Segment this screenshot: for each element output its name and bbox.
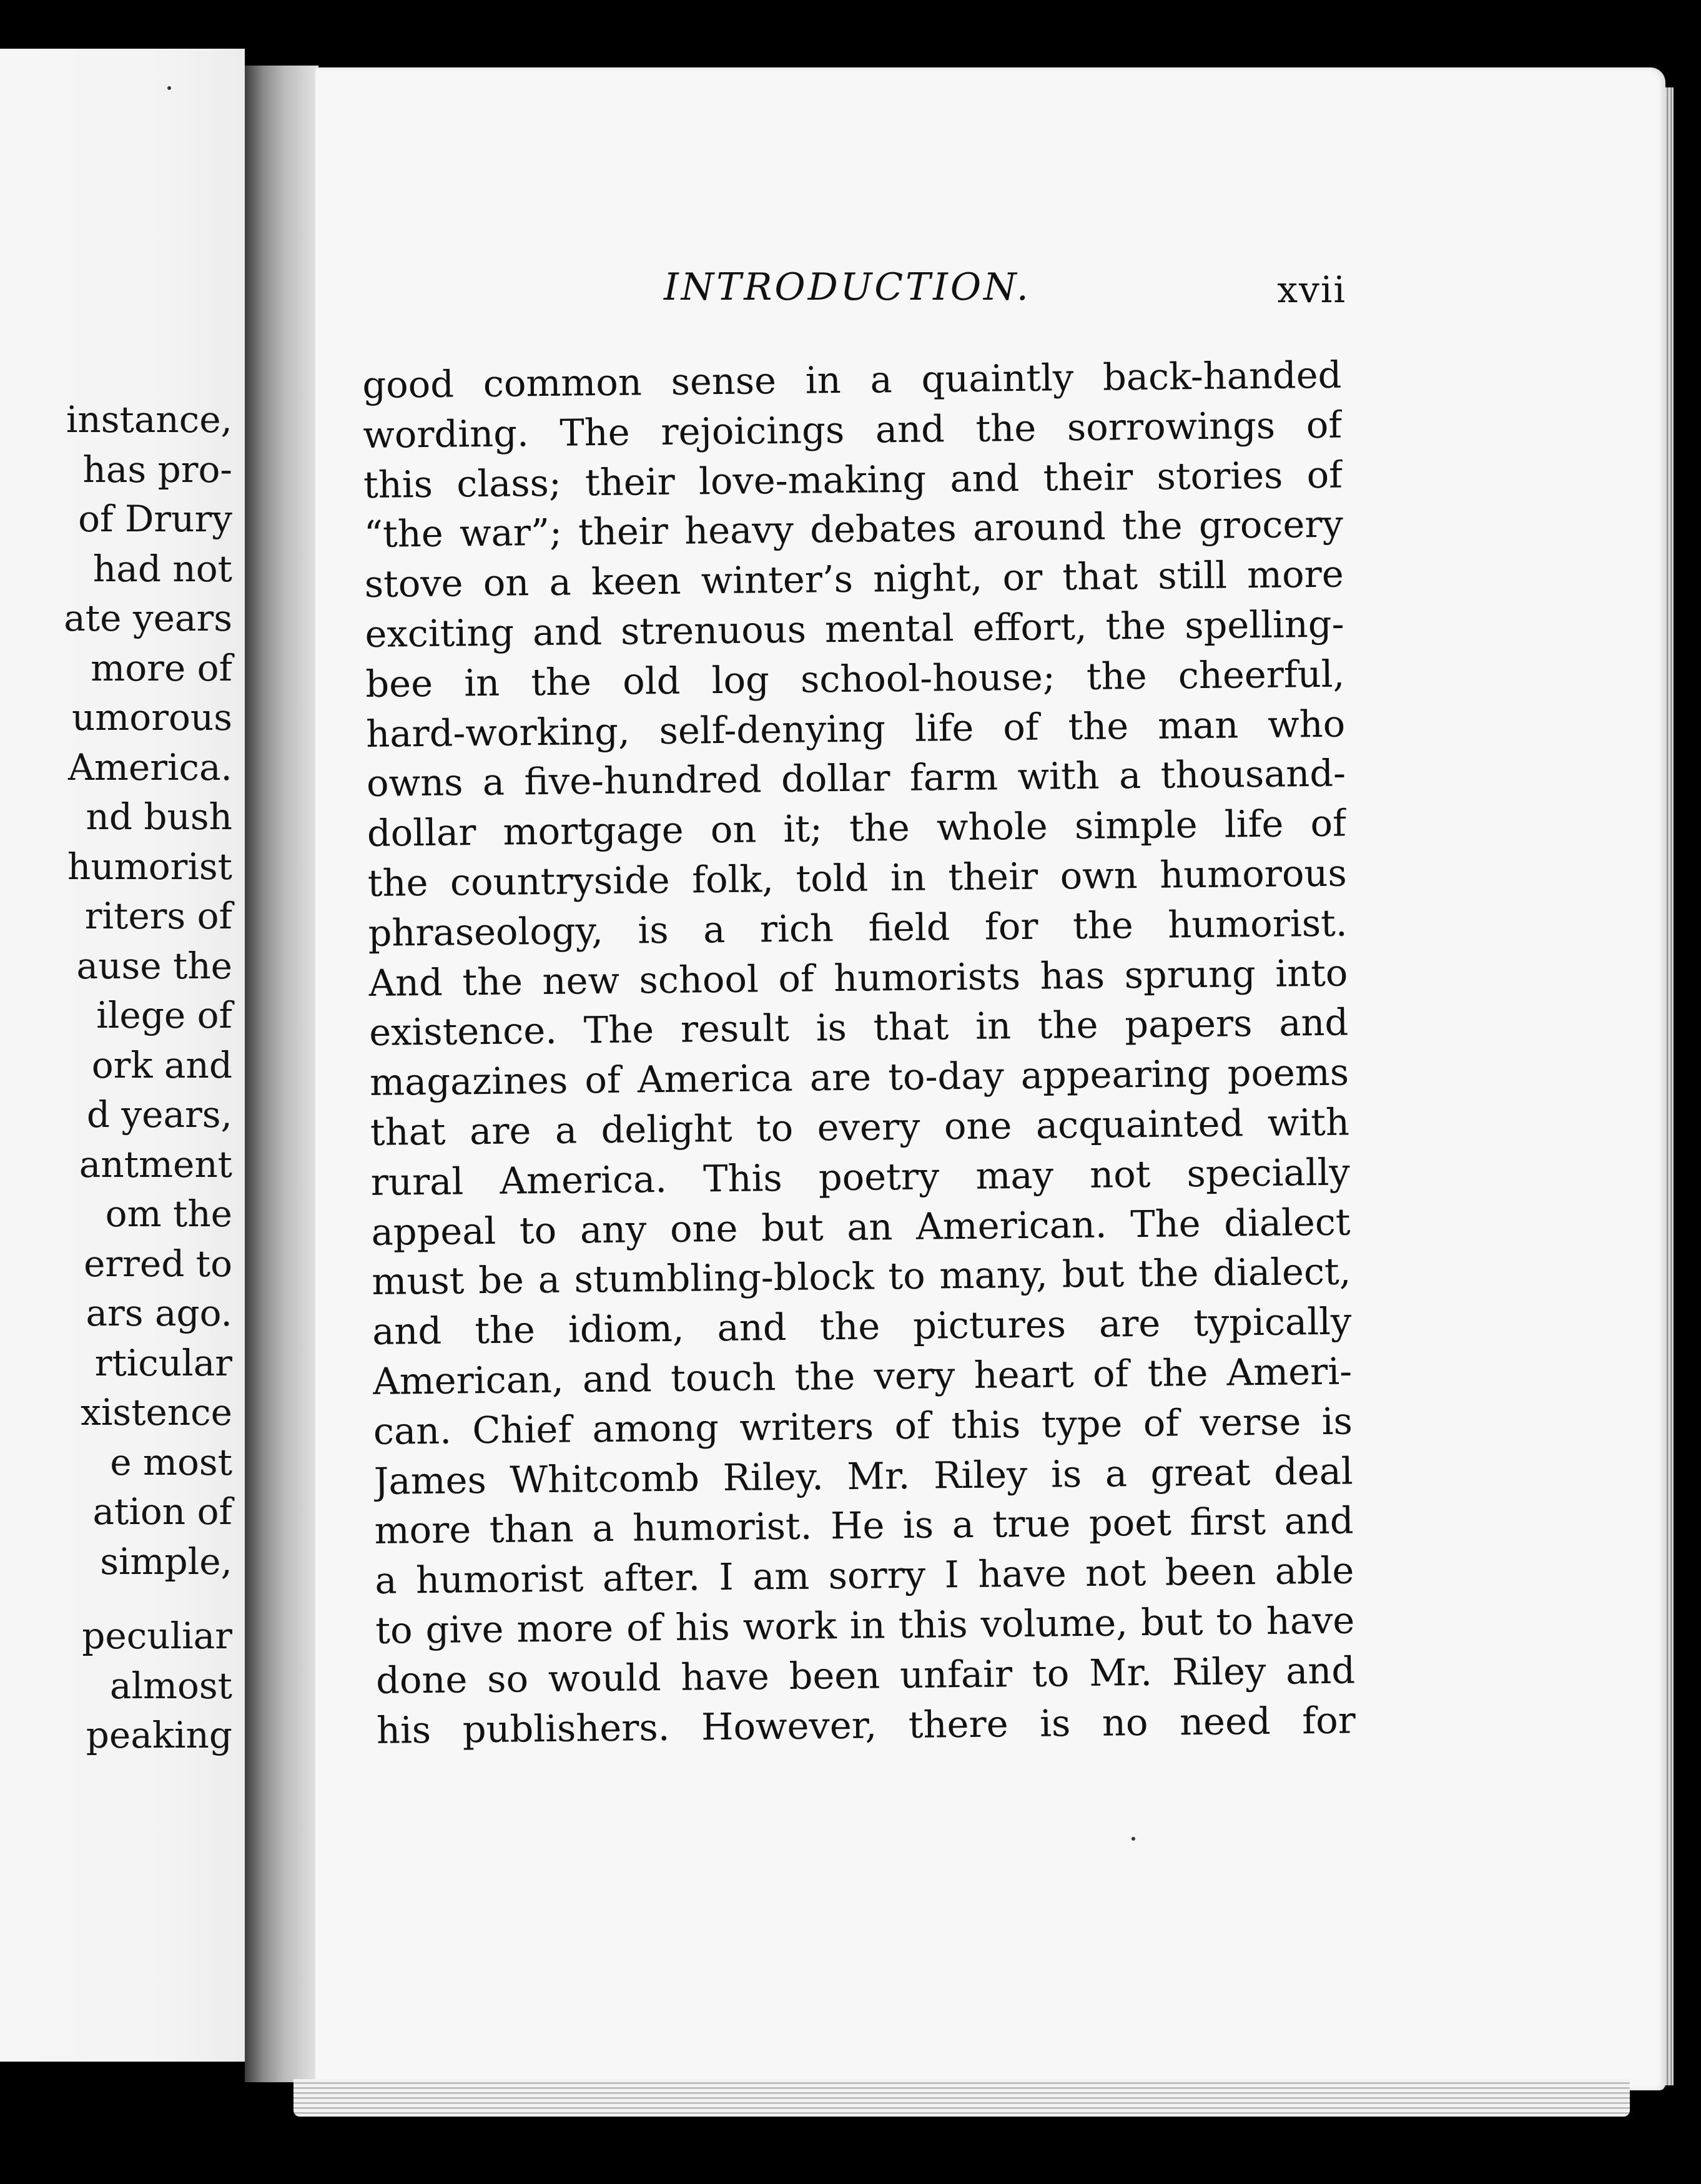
left-line: xistence [81, 1391, 232, 1434]
text-line: bee in the old log school-house; the cheerful, [365, 652, 1345, 706]
text-line: hard-working, self-denying life of the man who [365, 702, 1346, 755]
left-page [0, 49, 245, 2062]
text-line: appeal to any one but an American. The dialect [371, 1200, 1351, 1254]
left-line-gap [0, 1586, 232, 1611]
left-line: of Drury [78, 498, 232, 540]
left-line: d years, [86, 1093, 232, 1136]
text-line: done so would have been unfair to Mr. Riley and [375, 1648, 1356, 1702]
left-line: had not [92, 547, 232, 590]
left-line: om the [105, 1193, 232, 1235]
left-line: ars ago. [86, 1292, 232, 1334]
left-line: ork and [91, 1043, 232, 1086]
text-line: exciting and strenuous mental effort, the spelling- [365, 602, 1344, 656]
page-number: xvii [1277, 268, 1346, 311]
page-edges-bottom [293, 2079, 1630, 2117]
text-line: must be a stumbling-block to many, but the dialect, [372, 1249, 1351, 1304]
text-line: and the idiom, and the pictures are typically [372, 1299, 1352, 1354]
left-line: erred to [84, 1242, 232, 1285]
left-line: e most [110, 1440, 232, 1483]
left-line: has pro- [82, 448, 232, 491]
left-line: ation of [92, 1490, 232, 1533]
body-text [362, 350, 1356, 1756]
left-page-text [0, 395, 232, 1761]
text-line: American, and touch the very heart of the Ameri- [372, 1349, 1353, 1403]
left-line: peculiar [82, 1615, 232, 1657]
text-line: can. Chief among writers of this type of verse is [373, 1399, 1353, 1453]
text-line: the countryside folk, told in their own humorous [367, 851, 1348, 905]
left-line: nd bush [86, 795, 232, 838]
text-line: magazines of America are to-day appearing poems [369, 1050, 1349, 1104]
text-line: this class; their love-making and their stories of [363, 453, 1343, 506]
text-line: “the war”; their heavy debates around the grocery [363, 502, 1344, 556]
text-line: that are a delight to every one acquainted with [370, 1100, 1350, 1154]
text-line: dollar mortgage on it; the whole simple life of [367, 801, 1347, 855]
left-line: simple, [100, 1540, 232, 1583]
text-line: rural America. This poetry may not specially [370, 1150, 1351, 1204]
left-line: ate years [64, 597, 232, 639]
left-line: antment [79, 1143, 232, 1186]
running-head: INTRODUCTION. [664, 265, 1031, 309]
text-line: phraseology, is a rich field for the humorist. [368, 901, 1348, 955]
left-line: ilege of [96, 994, 232, 1036]
left-line: peaking [86, 1714, 232, 1756]
left-line: ause the [76, 944, 232, 987]
left-line: humorist [67, 845, 232, 888]
book-gutter-shadow [245, 66, 318, 2082]
left-line: instance, [66, 398, 232, 441]
left-line: riters of [84, 895, 232, 937]
text-line: good common sense in a quaintly back-handed [362, 353, 1342, 406]
left-line: America. [68, 745, 232, 789]
text-line: existence. The result is that in the papers and [368, 1000, 1349, 1055]
paper-speck [167, 86, 171, 90]
text-line: And the new school of humorists has sprung into [368, 951, 1348, 1005]
text-line: owns a five-hundred dollar farm with a thousand- [366, 751, 1346, 805]
text-line: wording. The rejoicings and the sorrowings of [362, 403, 1343, 456]
text-line: more than a humorist. He is a true poet first and [374, 1498, 1354, 1553]
text-line: stove on a keen winter’s night, or that still more [364, 552, 1344, 606]
text-line: his publishers. However, there is no need for [376, 1698, 1356, 1752]
left-line: umorous [71, 696, 232, 739]
left-line: rticular [94, 1341, 232, 1384]
paper-speck [1132, 1837, 1135, 1841]
text-line: a humorist after. I am sorry I have not been able [375, 1548, 1354, 1603]
left-line: almost [109, 1664, 232, 1707]
text-line: James Whitcomb Riley. Mr. Riley is a great deal [373, 1449, 1354, 1503]
text-line: to give more of his work in this volume, but to have [375, 1598, 1355, 1652]
left-line: more of [91, 646, 232, 689]
